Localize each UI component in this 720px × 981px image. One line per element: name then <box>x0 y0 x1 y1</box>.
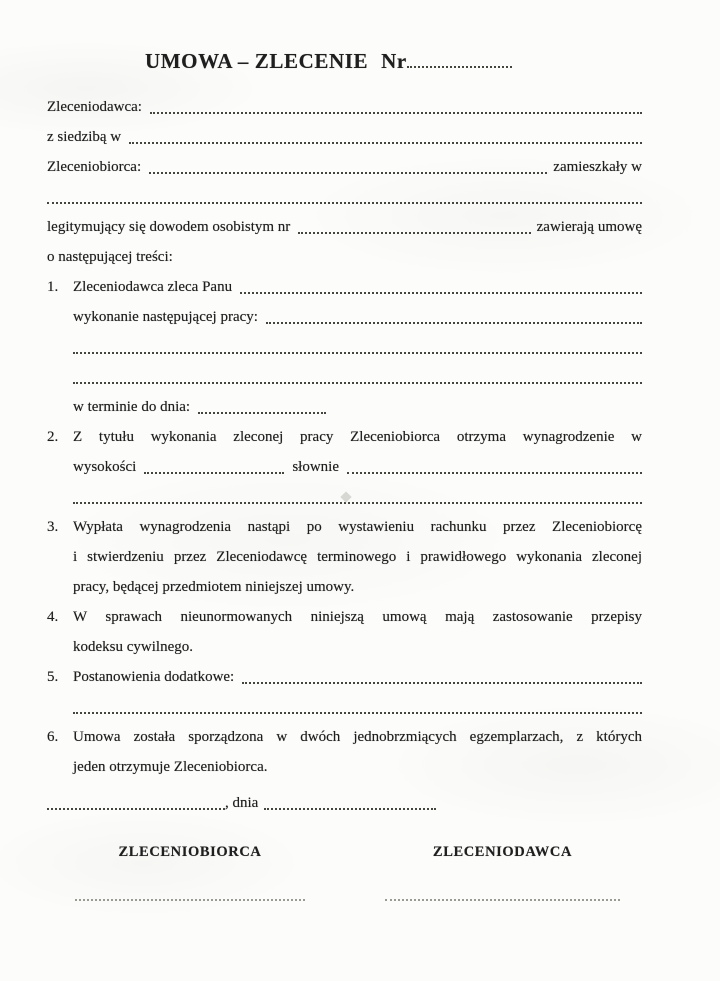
place-date-line <box>47 788 642 818</box>
dnia-label: , dnia <box>225 795 259 811</box>
dotted-blank <box>73 352 642 354</box>
zleceniodawca-blank <box>150 112 642 114</box>
clause-5 <box>47 662 642 722</box>
clause-3-text-line3: pracy, będącej przedmiotem niniejszej umowy. <box>73 579 355 595</box>
clause-3-text-line2: i stwierdzeniu przez Zleceniodawcę terminowego i prawidłowego wykonania zleconej <box>73 549 642 565</box>
postanowienia-label: Postanowienia dodatkowe: <box>73 669 235 685</box>
tresc-label: o następującej treści: <box>47 249 173 265</box>
clause-2-number: 2. <box>47 429 59 445</box>
parties-section <box>47 92 642 272</box>
clause-1-text: Zleceniodawca zleca Panu <box>73 279 233 295</box>
dowod-blank <box>298 232 530 234</box>
siedziba-label: z siedzibą w <box>47 129 122 145</box>
document-number-blank <box>407 66 512 68</box>
date-blank <box>264 808 436 810</box>
termin-blank <box>198 412 326 414</box>
zleceniobiorca-line <box>47 152 642 182</box>
address-line <box>47 182 642 212</box>
document-title-row <box>145 46 642 76</box>
panu-blank <box>240 292 642 294</box>
wysokosc-blank <box>144 472 284 474</box>
clause-6-text-line2: jeden otrzymuje Zleceniobiorca. <box>73 759 268 775</box>
signature-labels-row <box>47 844 642 861</box>
clause-4-number: 4. <box>47 609 59 625</box>
address-blank <box>47 202 642 204</box>
zawieraja-label: zawierają umowę <box>536 219 642 235</box>
signature-line-zleceniobiorca <box>75 899 305 901</box>
zleceniobiorca-blank <box>149 172 547 174</box>
document-title: UMOWA – ZLECENIE <box>145 49 369 73</box>
praca-label: wykonanie następującej pracy: <box>73 309 258 325</box>
zleceniobiorca-label: Zleceniobiorca: <box>47 159 142 175</box>
dowod-line <box>47 212 642 242</box>
clause-1-number: 1. <box>47 279 59 295</box>
dotted-blank <box>73 502 642 504</box>
clause-1 <box>47 272 642 422</box>
postanowienia-blank <box>242 682 642 684</box>
slownie-blank <box>347 472 642 474</box>
clause-3-text-line1: Wypłata wynagrodzenia nastąpi po wystawieniu rachunku przez Zleceniobiorcę <box>73 519 642 535</box>
signature-label-zleceniobiorca: ZLECENIOBIORCA <box>118 844 262 860</box>
document-number-label: Nr <box>381 49 407 73</box>
wysokosc-label: wysokości <box>73 459 137 475</box>
zamieszkaly-label: zamieszkały w <box>553 159 642 175</box>
dowod-label: legitymujący się dowodem osobistym nr <box>47 219 291 235</box>
clause-3-number: 3. <box>47 519 59 535</box>
clause-6-text-line1: Umowa została sporządzona w dwóch jednobrzmiących egzemplarzach, z których <box>73 729 642 745</box>
clause-2-text: Z tytułu wykonania zleconej pracy Zleceniobiorca otrzyma wynagrodzenie w <box>73 429 642 445</box>
termin-label: w terminie do dnia: <box>73 399 191 415</box>
clause-6 <box>47 722 642 782</box>
signature-lines-row <box>47 899 642 901</box>
signature-label-zleceniodawca: ZLECENIODAWCA <box>432 844 573 860</box>
clause-5-number: 5. <box>47 669 59 685</box>
siedziba-line <box>47 122 642 152</box>
clause-4-text-line1: W sprawach nieunormowanych niniejszą umową mają zastosowanie przepisy <box>73 609 642 625</box>
siedziba-blank <box>129 142 642 144</box>
slownie-label: słownie <box>292 459 340 475</box>
clause-4 <box>47 602 642 662</box>
place-blank <box>47 808 225 810</box>
clause-3 <box>47 512 642 602</box>
praca-blank <box>266 322 642 324</box>
signature-line-zleceniodawca <box>385 899 620 901</box>
zleceniodawca-line <box>47 92 642 122</box>
dotted-blank <box>73 712 642 714</box>
clause-6-number: 6. <box>47 729 59 745</box>
zleceniodawca-label: Zleceniodawca: <box>47 99 142 115</box>
clause-4-text-line2: kodeksu cywilnego. <box>73 639 193 655</box>
dotted-blank <box>73 382 642 384</box>
